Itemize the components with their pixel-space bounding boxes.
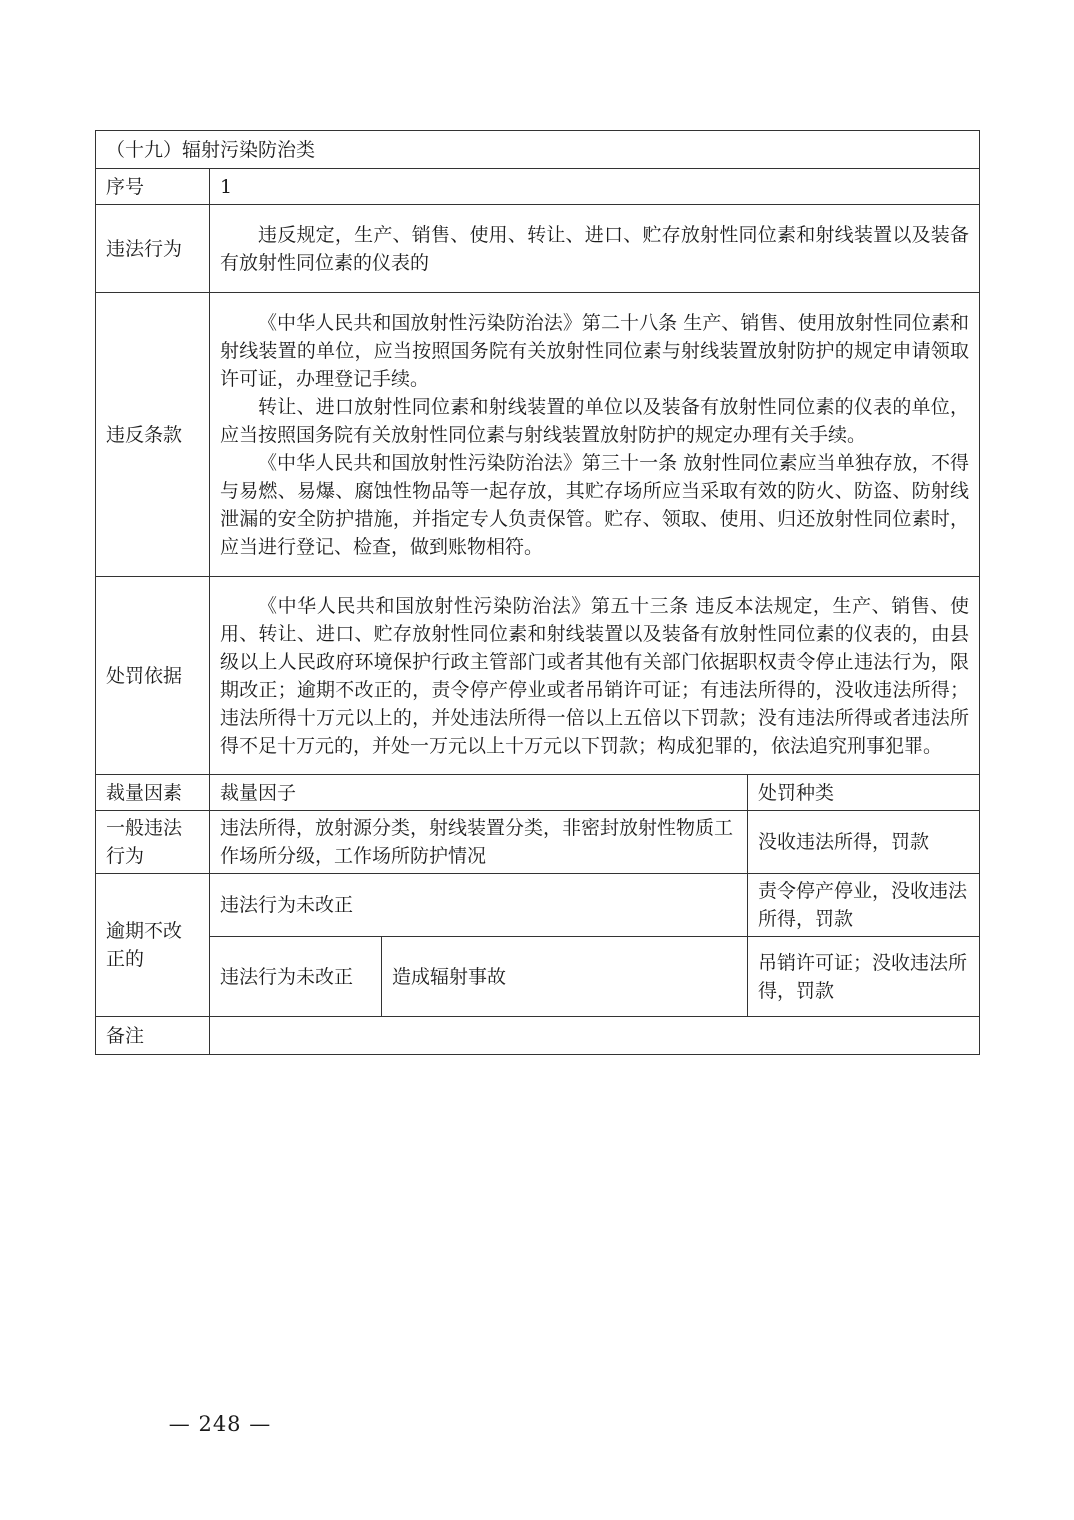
serial-row xyxy=(96,169,980,205)
overdue-case2-penalty: 吊销许可证；没收违法所得，罚款 xyxy=(748,937,980,1017)
general-penalty: 没收违法所得，罚款 xyxy=(748,811,980,874)
basis-cell xyxy=(210,577,980,775)
overdue-label: 逾期不改正的 xyxy=(96,874,210,1017)
remarks-label: 备注 xyxy=(96,1017,210,1055)
section-title-row xyxy=(96,131,980,169)
overdue-case1-penalty: 责令停产停业，没收违法所得，罚款 xyxy=(748,874,980,937)
remarks-value xyxy=(210,1017,980,1055)
violation-cell xyxy=(210,205,980,293)
overdue-case2-consequence: 造成辐射事故 xyxy=(382,937,748,1017)
violation-row xyxy=(96,205,980,293)
general-factor: 违法所得，放射源分类，射线装置分类，非密封放射性物质工作场所分级，工作场所防护情况 xyxy=(210,811,748,874)
provision-paragraph: 《中华人民共和国放射性污染防治法》第三十一条 放射性同位素应当单独存放，不得与易燃、易爆、腐蚀性物品等一起存放，其贮存场所应当采取有效的防火、防盗、防射线泄漏的安全防护措施，并指定专人负责保管。贮存、领取、使用、归还放射性同位素时，应当进行登记、检查，做到账物相符。 xyxy=(220,451,970,558)
basis-row xyxy=(96,577,980,775)
violation-label: 违法行为 xyxy=(96,205,210,293)
penalty-table xyxy=(95,130,980,1055)
violation-text: 违反规定，生产、销售、使用、转让、进口、贮存放射性同位素和射线装置以及装备有放射性同位素的仪表的 xyxy=(220,223,970,274)
provisions-row xyxy=(96,293,980,577)
overdue-case2-factor: 违法行为未改正 xyxy=(210,937,382,1017)
provision-paragraph: 转让、进口放射性同位素和射线装置的单位以及装备有放射性同位素的仪表的单位，应当按照国务院有关放射性同位素与射线装置放射防护的规定办理有关手续。 xyxy=(220,395,970,446)
factor-header: 裁量因子 xyxy=(210,775,748,811)
discretion-header-row xyxy=(96,775,980,811)
general-row xyxy=(96,811,980,874)
overdue-row-1 xyxy=(96,874,980,937)
overdue-case1-factor: 违法行为未改正 xyxy=(210,874,748,937)
provisions-label: 违反条款 xyxy=(96,293,210,577)
page-number: — 248 — xyxy=(168,1412,272,1436)
basis-label: 处罚依据 xyxy=(96,577,210,775)
provisions-cell xyxy=(210,293,980,577)
serial-value: 1 xyxy=(210,169,980,205)
remarks-row xyxy=(96,1017,980,1055)
discretion-label: 裁量因素 xyxy=(96,775,210,811)
provision-paragraph: 《中华人民共和国放射性污染防治法》第二十八条 生产、销售、使用放射性同位素和射线装置的单位，应当按照国务院有关放射性同位素与射线装置放射防护的规定申请领取许可证，办理登记手续。 xyxy=(220,311,970,390)
overdue-row-2 xyxy=(96,937,980,1017)
general-label: 一般违法行为 xyxy=(96,811,210,874)
basis-text: 《中华人民共和国放射性污染防治法》第五十三条 违反本法规定，生产、销售、使用、转让、进口、贮存放射性同位素和射线装置以及装备有放射性同位素的仪表的，由县级以上人民政府环境保护行政主管部门或者其他有关部门依据职权责令停止违法行为，限期改正；逾期不改正的，责令停产停业或者吊销许可证；有违法所得的，没收违法所得；违法所得十万元以上的，并处违法所得一倍以上五倍以下罚款；没有违法所得或者违法所得不足十万元的，并处一万元以上十万元以下罚款；构成犯罪的，依法追究刑事犯罪。 xyxy=(220,594,970,757)
penalty-header: 处罚种类 xyxy=(748,775,980,811)
section-title: （十九）辐射污染防治类 xyxy=(96,131,980,169)
serial-label: 序号 xyxy=(96,169,210,205)
